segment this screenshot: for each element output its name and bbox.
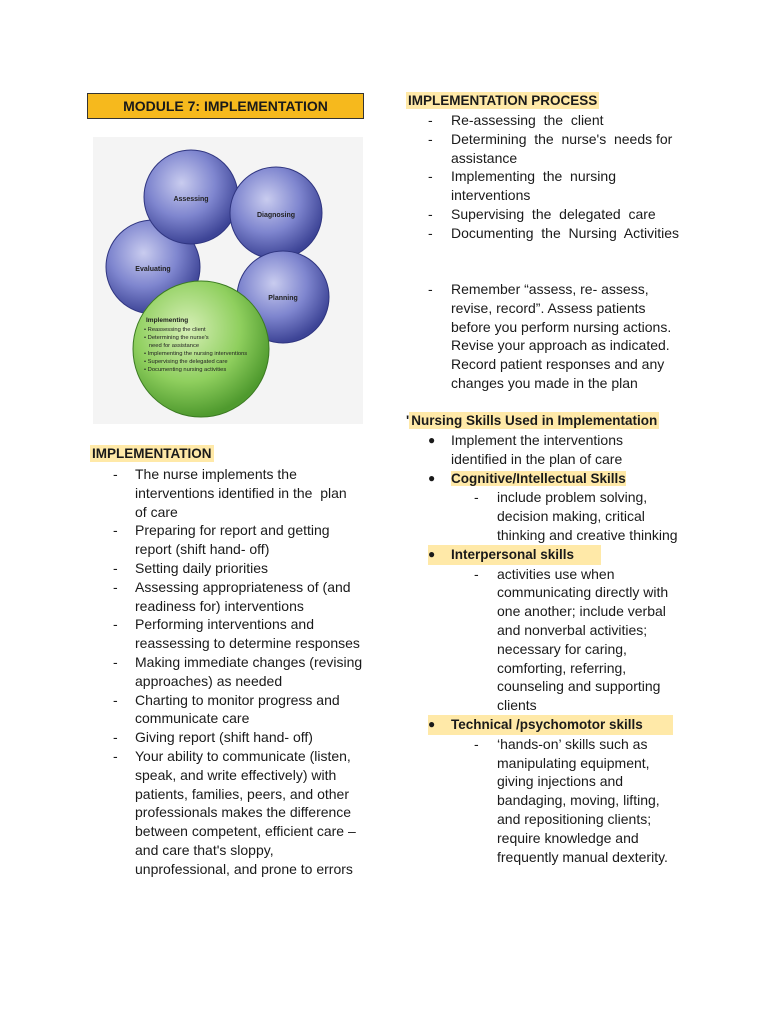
cognitive-detail [428, 488, 708, 544]
dash-marker: - [113, 729, 118, 746]
skill-detail-line: frequently manual dexterity. [497, 848, 668, 865]
list-line: professionals makes the difference [135, 804, 352, 821]
remember-line: changes you made in the plan [451, 374, 638, 391]
dash-marker: - [113, 559, 118, 576]
skill-detail-line: clients [497, 697, 537, 714]
interpersonal-detail [428, 565, 708, 715]
skill-title-text: Cognitive/Intellectual Skills [451, 470, 626, 486]
dash-marker: - [113, 466, 118, 482]
skill-title-text: Technical /psychomotor skills [451, 716, 643, 732]
dash-marker: - [428, 112, 433, 128]
implementing-item: • Determining the nurse's [144, 335, 209, 341]
bullet-marker: ● [428, 470, 436, 485]
evaluating-label: Evaluating [135, 266, 171, 273]
skill-detail-line: ‘hands-on’ skills such as [497, 735, 648, 752]
implementation-item [113, 653, 373, 691]
list-line: unprofessional, and prone to errors [135, 860, 353, 877]
dash-marker: - [113, 578, 118, 595]
list-line: The nurse implements the [135, 466, 297, 482]
process-list [428, 111, 688, 243]
list-line: of care [135, 503, 178, 520]
implementation-item [113, 578, 373, 616]
list-line: Your ability to communicate (listen, [135, 747, 351, 764]
skill-detail-line: one another; include verbal [497, 603, 666, 620]
skill-detail-line: manipulating equipment, [497, 754, 650, 771]
dash-marker: - [428, 130, 433, 147]
list-line: and care that's sloppy, [135, 841, 274, 858]
dash-marker: - [474, 735, 479, 752]
bullet-marker: ● [428, 716, 436, 731]
list-line: approaches) as needed [135, 672, 283, 689]
skill-detail-line: bandaging, moving, lifting, [497, 792, 660, 809]
dash-marker: - [113, 616, 118, 633]
dash-marker: - [428, 224, 433, 241]
implementation-item [113, 615, 373, 653]
bullet-marker: ● [428, 433, 436, 447]
implementing-item: • Reassessing the client [144, 327, 206, 333]
diagnosing-label: Diagnosing [256, 212, 296, 219]
dash-marker: - [113, 691, 118, 708]
dash-marker: - [113, 653, 118, 670]
implementation-heading: IMPLEMENTATION [92, 446, 212, 461]
skill-detail-line: decision making, critical [497, 508, 645, 525]
planning-label: Planning [268, 295, 298, 302]
list-line: Charting to monitor progress and [135, 691, 340, 708]
list-line: Performing interventions and [135, 616, 314, 633]
skill-detail-line: necessary for caring, [497, 640, 627, 657]
list-line: Determining the nurse's needs for [451, 130, 673, 147]
list-line: interventions [451, 187, 531, 204]
implementing-item: • Documenting nursing activities [144, 367, 227, 373]
implementation-item [113, 747, 373, 879]
technical-detail [428, 735, 708, 867]
process-heading: IMPLEMENTATION PROCESS [408, 93, 598, 108]
list-line: Re-assessing the client [451, 112, 604, 128]
skill-detail-line: comforting, referring, [497, 659, 627, 676]
dash-marker: - [113, 747, 118, 764]
process-item [428, 130, 688, 168]
implementation-item [113, 691, 373, 729]
list-line: Documenting the Nursing Activities [451, 224, 679, 241]
implementation-item [113, 521, 373, 559]
list-line: Supervising the delegated care [451, 205, 656, 222]
skill-line: Implement the interventions [451, 432, 623, 448]
skill-detail-line: thinking and creative thinking [497, 526, 678, 543]
implementation-item [113, 465, 373, 521]
skill-line: identified in the plan of care [451, 450, 623, 467]
skill-title [451, 469, 708, 489]
skill-title [451, 715, 673, 735]
skills-prefix: ' [406, 413, 410, 428]
list-line: Implementing the nursing [451, 168, 616, 185]
skills-list [428, 431, 708, 866]
remember-item [428, 280, 688, 393]
dash-marker: - [113, 522, 118, 539]
skill-detail-line: and repositioning clients; [497, 810, 652, 827]
interpersonal-bullet [428, 545, 601, 565]
implementing-item: • Implementing the nursing interventions [144, 351, 248, 357]
nursing-process-figure [93, 137, 363, 424]
skill-detail-line: include problem solving, [497, 489, 648, 506]
technical-bullet [428, 715, 673, 735]
cognitive-bullet [428, 469, 708, 489]
skill-title [451, 545, 601, 565]
remember-note [428, 280, 688, 393]
process-item [428, 167, 688, 205]
assessing-label: Assessing [173, 196, 209, 203]
dash-marker: - [428, 168, 433, 185]
nursing-process-diagram [93, 137, 363, 424]
list-line: readiness for) interventions [135, 597, 304, 614]
list-line: Preparing for report and getting [135, 522, 330, 539]
implement-bullet [428, 431, 708, 469]
implementing-label: Implementing [146, 317, 189, 324]
list-line: report (shift hand- off) [135, 541, 270, 558]
bullet-marker: ● [428, 546, 436, 561]
list-line: interventions identified in the plan [135, 484, 347, 501]
dash-marker: - [428, 205, 433, 222]
skill-detail-line: communicating directly with [497, 584, 669, 601]
remember-line: Record patient responses and any [451, 356, 665, 373]
list-line: speak, and write effectively) with [135, 766, 337, 783]
implementing-item: need for assistance [144, 343, 200, 349]
remember-line: before you perform nursing actions. [451, 318, 672, 335]
implementation-item [113, 559, 373, 578]
list-line: Making immediate changes (revising [135, 653, 363, 670]
dash-marker: - [474, 489, 479, 506]
skill-detail-line: require knowledge and [497, 829, 639, 846]
module-title: MODULE 7: IMPLEMENTATION [87, 93, 364, 119]
skill-detail-line: activities use when [497, 565, 615, 582]
implementation-list [113, 465, 373, 879]
skill-title-text: Interpersonal skills [451, 546, 575, 562]
process-item [428, 205, 688, 224]
remember-line: Revise your approach as indicated. [451, 337, 670, 354]
list-line: assistance [451, 149, 518, 166]
skills-heading: ' Nursing Skills Used in Implementation [406, 413, 658, 428]
process-item [428, 111, 688, 130]
list-line: Assessing appropriateness of (and [135, 578, 351, 595]
list-line: patients, families, peers, and other [135, 785, 350, 802]
list-line: reassessing to determine responses [135, 635, 360, 652]
remember-line: Remember “assess, re- assess, [451, 281, 649, 297]
implementing-circle [133, 281, 269, 417]
dash-marker: - [428, 281, 433, 297]
list-line: between competent, efficient care – [135, 823, 356, 840]
skill-detail-line: giving injections and [497, 773, 624, 790]
process-item [428, 224, 688, 243]
skill-detail-line: and nonverbal activities; [497, 621, 648, 638]
implementation-item [113, 728, 373, 747]
dash-marker: - [474, 565, 479, 582]
remember-line: revise, record”. Assess patients [451, 299, 646, 316]
list-line: Giving report (shift hand- off) [135, 729, 313, 746]
list-line: communicate care [135, 710, 250, 727]
skill-detail-line: counseling and supporting [497, 678, 661, 695]
implementing-item: • Supervising the delegated care [144, 359, 228, 365]
list-line: Setting daily priorities [135, 559, 269, 576]
